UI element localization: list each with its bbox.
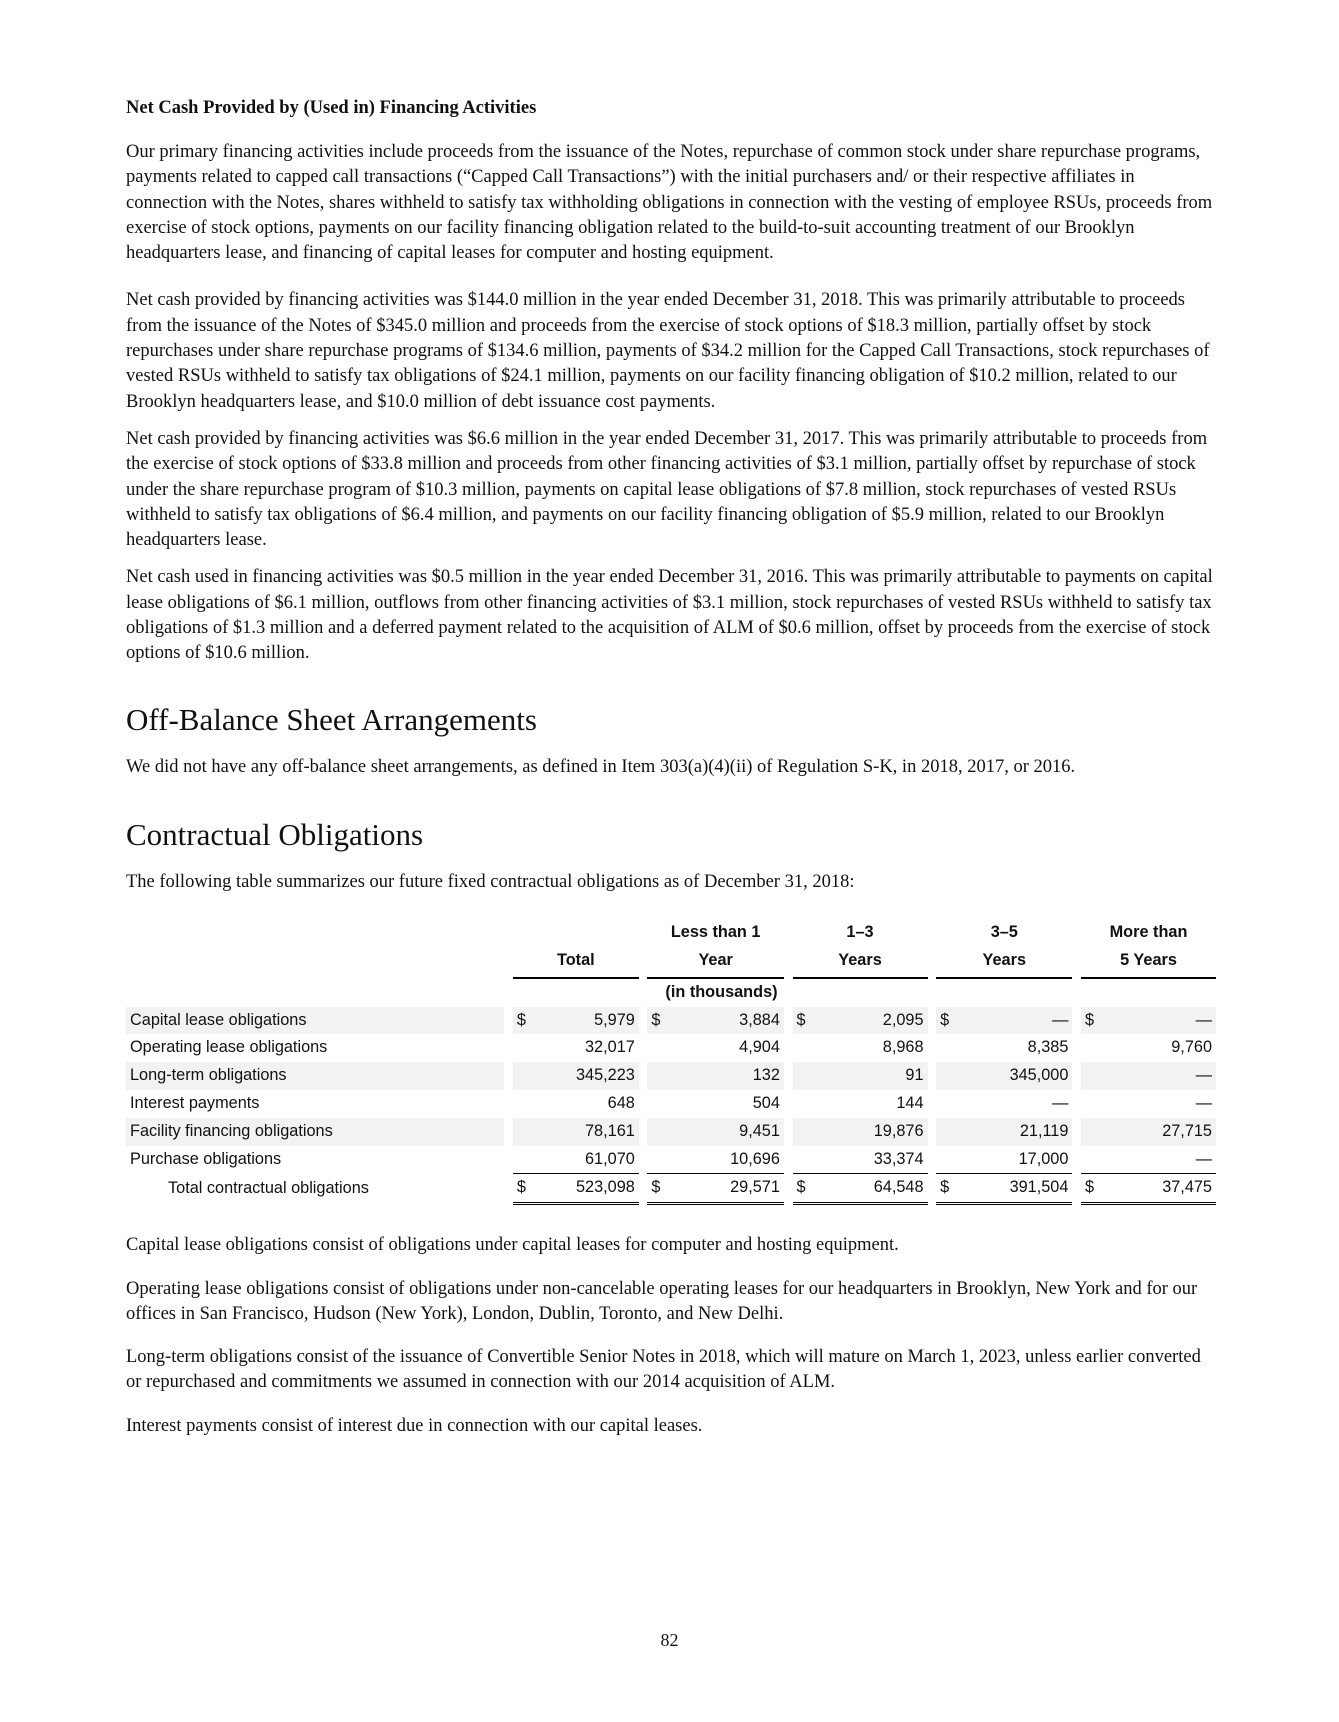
row-label: Interest payments (130, 1094, 260, 1113)
currency-symbol: $ (936, 1007, 957, 1035)
table-cell-value: 144 (896, 1094, 924, 1113)
table-total-row (126, 1174, 1216, 1204)
currency-symbol: $ (647, 1007, 668, 1035)
currency-symbol (1081, 1062, 1102, 1090)
table-cell-value: 29,571 (669, 1174, 784, 1204)
currency-symbol: $ (513, 1174, 534, 1204)
currency-symbol (793, 1034, 814, 1062)
table-cell-value: — (1102, 1062, 1216, 1090)
note-interest: Interest payments consist of interest due in connection with our capital leases. (126, 1415, 703, 1436)
row-label: Total contractual obligations (168, 1178, 369, 1197)
table-cell-value: 345,223 (534, 1062, 639, 1090)
note-capital-lease: Capital lease obligations consist of obligations under capital leases for computer and hosting equipment. (126, 1235, 899, 1256)
table-cell-value: 504 (752, 1094, 780, 1113)
note-long-term: Long-term obligations consist of the issuance of Convertible Senior Notes in 2018, which will mature on March 1, 2023, unless earlier converted or repurchased and commitments we assumed in connection with our 2014 acquisition of ALM. (126, 1347, 1201, 1393)
currency-symbol (793, 1146, 814, 1174)
row-label: Operating lease obligations (130, 1038, 328, 1057)
row-label: Purchase obligations (130, 1149, 282, 1168)
table-header-row (126, 919, 1216, 978)
column-header-total: Total (513, 919, 639, 978)
table-cell-value: 9,760 (1171, 1038, 1212, 1057)
table-row (126, 1146, 1216, 1174)
currency-symbol (936, 1062, 957, 1090)
currency-symbol (513, 1146, 534, 1174)
currency-symbol: $ (513, 1007, 534, 1035)
currency-symbol (1081, 1146, 1102, 1174)
table-cell-value: — (957, 1007, 1073, 1035)
table-cell-value: — (1195, 1149, 1212, 1168)
currency-symbol (1081, 1118, 1102, 1146)
table-row (126, 1034, 1216, 1062)
column-header-less-than-1-year: Less than 1 Year (647, 919, 783, 978)
currency-symbol (1081, 1034, 1102, 1062)
financing-paragraph-2: Net cash provided by financing activities was $144.0 million in the year ended December 31, 2018. This was primarily attributable to proceeds from the issuance of the Notes of $345.0 million and proceeds from the exercise of stock options of $18.3 million, partially offset by stock repurchases under share repurchase programs of $134.6 million, payments of $34.2 million for the Capped Call Transactions, stock repurchases of vested RSUs withheld to satisfy tax obligations of $24.1 million, payments on our facility financing obligation of $10.2 million, related to our Brooklyn headquarters lease, and $10.0 million of debt issuance cost payments. (126, 290, 1210, 412)
currency-symbol (1081, 1090, 1102, 1118)
table-cell-value: 345,000 (957, 1062, 1073, 1090)
row-label: Capital lease obligations (126, 1007, 504, 1035)
currency-symbol (936, 1090, 957, 1118)
currency-symbol (936, 1146, 957, 1174)
contractual-intro: The following table summarizes our future fixed contractual obligations as of December 31, 2018: (126, 871, 855, 892)
table-cell-value: 33,374 (873, 1149, 924, 1168)
off-balance-heading: Off-Balance Sheet Arrangements (126, 701, 537, 737)
table-row (126, 1090, 1216, 1118)
contractual-heading: Contractual Obligations (126, 816, 424, 852)
table-cell-value: 2,095 (813, 1007, 927, 1035)
currency-symbol (793, 1090, 814, 1118)
document-page (126, 96, 1216, 1457)
currency-symbol (793, 1118, 814, 1146)
page-number: 82 (660, 1630, 679, 1650)
table-row (126, 1007, 1216, 1035)
currency-symbol (793, 1062, 814, 1090)
currency-symbol (513, 1090, 534, 1118)
table-cell-value: 61,070 (585, 1149, 635, 1168)
unit-label: (in thousands) (665, 982, 778, 1001)
currency-symbol: $ (793, 1007, 814, 1035)
table-cell-value: — (1195, 1094, 1212, 1113)
table-row (126, 1062, 1216, 1090)
currency-symbol (513, 1062, 534, 1090)
contractual-obligations-table (126, 919, 1216, 1205)
table-cell-value: 9,451 (669, 1118, 784, 1146)
row-label: Facility financing obligations (126, 1118, 504, 1146)
financing-paragraph-1: Our primary financing activities include proceeds from the issuance of the Notes, repurchase of common stock under share repurchase programs, payments related to capped call transactions (“Capped Call Transactions”) with the initial purchasers and/ or their respective affiliates in connection with the Notes, shares withheld to satisfy tax withholding obligations in connection with the vesting of employee RSUs, proceeds from exercise of stock options, payments on our facility financing obligation related to the build-to-suit accounting treatment of our Brooklyn headquarters lease, and financing of capital leases for computer and hosting equipment. (126, 142, 1213, 264)
currency-symbol: $ (1081, 1007, 1102, 1035)
column-header-more-than-5-years: More than 5 Years (1081, 919, 1216, 978)
off-balance-paragraph: We did not have any off-balance sheet arrangements, as defined in Item 303(a)(4)(ii) of Regulation S-K, in 2018, 2017, or 2016. (126, 756, 1076, 777)
financing-heading: Net Cash Provided by (Used in) Financing Activities (126, 98, 537, 118)
table-cell-value: — (1052, 1094, 1069, 1113)
currency-symbol (647, 1090, 668, 1118)
table-cell-value: 391,504 (957, 1174, 1073, 1204)
currency-symbol: $ (793, 1174, 814, 1204)
table-cell-value: — (1102, 1007, 1216, 1035)
currency-symbol (936, 1034, 957, 1062)
table-unit-row (126, 978, 1216, 1007)
table-cell-value: 17,000 (1018, 1149, 1069, 1168)
table-row (126, 1118, 1216, 1146)
financing-paragraph-4: Net cash used in financing activities was $0.5 million in the year ended December 31, 2016. This was primarily attributable to payments on capital lease obligations of $6.1 million, outflows from other financing activities of $3.1 million, stock repurchases of vested RSUs withheld to satisfy tax obligations of $1.3 million and a deferred payment related to the acquisition of ALM of $0.6 million, offset by proceeds from the exercise of stock options of $10.6 million. (126, 567, 1213, 664)
table-cell-value: 37,475 (1102, 1174, 1216, 1204)
currency-symbol (647, 1118, 668, 1146)
table-cell-value: 27,715 (1102, 1118, 1216, 1146)
table-cell-value: 132 (669, 1062, 784, 1090)
table-cell-value: 648 (607, 1094, 635, 1113)
currency-symbol (647, 1062, 668, 1090)
currency-symbol (513, 1118, 534, 1146)
table-cell-value: 3,884 (669, 1007, 784, 1035)
table-cell-value: 64,548 (813, 1174, 927, 1204)
currency-symbol (936, 1118, 957, 1146)
table-cell-value: 21,119 (957, 1118, 1073, 1146)
table-cell-value: 523,098 (534, 1174, 639, 1204)
table-cell-value: 10,696 (730, 1149, 780, 1168)
currency-symbol (647, 1146, 668, 1174)
table-cell-value: 91 (813, 1062, 927, 1090)
table-cell-value: 4,904 (739, 1038, 780, 1057)
table-cell-value: 32,017 (585, 1038, 635, 1057)
currency-symbol (513, 1034, 534, 1062)
table-cell-value: 5,979 (534, 1007, 639, 1035)
currency-symbol (647, 1034, 668, 1062)
note-operating-lease: Operating lease obligations consist of obligations under non-cancelable operating leases for our headquarters in Brooklyn, New York and for our offices in San Francisco, Hudson (New York), London, Dublin, Toronto, and New Delhi. (126, 1278, 1198, 1324)
table-cell-value: 78,161 (534, 1118, 639, 1146)
table-cell-value: 19,876 (813, 1118, 927, 1146)
table-cell-value: 8,968 (882, 1038, 924, 1057)
currency-symbol: $ (936, 1174, 957, 1204)
financing-paragraph-3: Net cash provided by financing activities was $6.6 million in the year ended December 31, 2017. This was primarily attributable to proceeds from the exercise of stock options of $33.8 million and proceeds from other financing activities of $3.1 million, partially offset by repurchase of stock under the share repurchase program of $10.3 million, payments on capital lease obligations of $7.8 million, stock repurchases of vested RSUs withheld to satisfy tax obligations of $6.4 million, and payments on our facility financing obligation of $5.9 million, related to our Brooklyn headquarters lease. (126, 428, 1208, 551)
column-header-1-3-years: 1–3 Years (793, 919, 928, 978)
row-label: Long-term obligations (126, 1062, 504, 1090)
currency-symbol: $ (647, 1174, 668, 1204)
currency-symbol: $ (1081, 1174, 1102, 1204)
table-cell-value: 8,385 (1027, 1038, 1069, 1057)
column-header-3-5-years: 3–5 Years (936, 919, 1072, 978)
